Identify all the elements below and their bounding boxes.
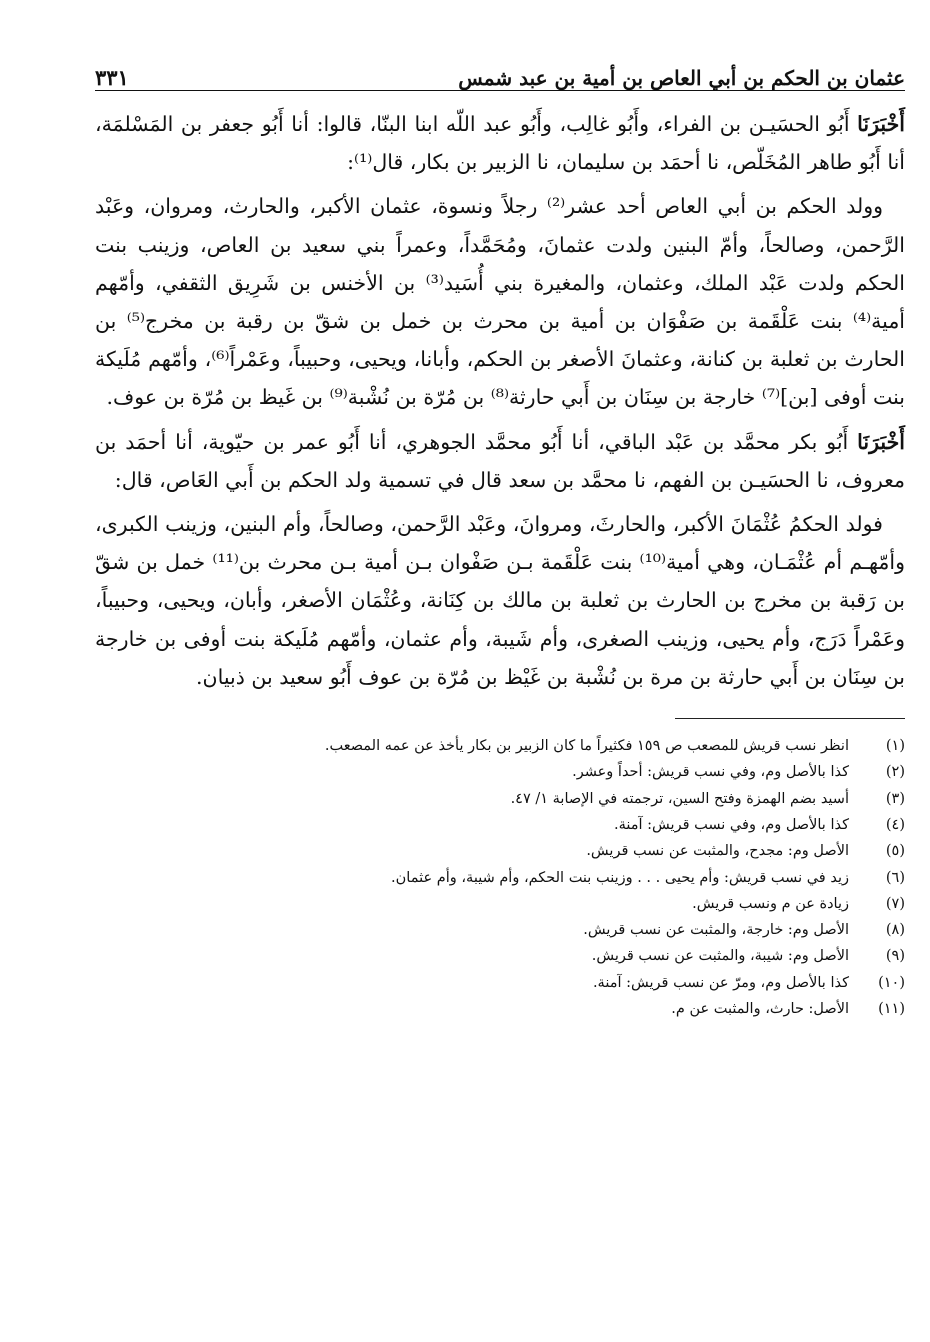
book-page xyxy=(95,52,905,1022)
footnote-number: (٤) xyxy=(885,816,905,833)
footnote-number: (٧) xyxy=(885,895,905,912)
paragraph xyxy=(95,105,905,181)
footnote xyxy=(95,733,905,759)
footnote xyxy=(95,812,905,838)
footnote xyxy=(95,996,905,1022)
page-number: ٣٣١ xyxy=(95,65,129,90)
footnote-text: الأصل وم: خارجة، والمثبت عن نسب قريش. xyxy=(583,922,849,939)
footnote-text: الأصل: حارث، والمثبت عن م. xyxy=(671,1001,849,1018)
footnote-text: زيد في نسب قريش: وأم يحيى . . . وزينب بنت الحكم، وأم شيبة، وأم عثمان. xyxy=(391,869,849,886)
footnote-number: (١) xyxy=(885,738,905,755)
paragraph-text: أَبُو بكر محمَّد بن عَبْد الباقي، أنا أَبُو محمَّد الجوهري، أنا أَبُو عمر بن حيّوية، أنا أحمَد بن معروف، نا الحسَيـن بن الفهم، نا محمَّد بن سعد قال في تسمية ولد الحكم بن أَبي العَاص، قال: xyxy=(95,429,905,492)
footnotes xyxy=(95,733,905,1022)
footnote-text: زيادة عن م ونسب قريش. xyxy=(692,895,849,912)
footnote-text: كذا بالأصل وم، وفي نسب قريش: آمنة. xyxy=(614,816,849,833)
footnote xyxy=(95,838,905,864)
footnote-text: انظر نسب قريش للمصعب ص ١٥٩ فكثيراً ما كان الزبير بن بكار يأخذ عن عمه المصعب. xyxy=(324,738,849,755)
paragraph xyxy=(95,505,905,696)
footnote-number: (٢) xyxy=(885,764,905,781)
footnote-number: (٨) xyxy=(885,922,905,939)
footnote xyxy=(95,970,905,996)
footnote-text: كذا بالأصل وم، وفي نسب قريش: أحداً وعشر. xyxy=(572,764,849,781)
paragraph-lead: أَخْبَرَنَا xyxy=(857,112,905,136)
footnote xyxy=(95,891,905,917)
footnote-text: أسيد بضم الهمزة وفتح السين، ترجمته في الإصابة ١/ ٤٧. xyxy=(510,790,849,807)
footnote-text: الأصل وم: مجدح، والمثبت عن نسب قريش. xyxy=(586,843,849,860)
paragraph xyxy=(95,187,905,416)
footnote-number: (١٠) xyxy=(878,974,905,991)
paragraph xyxy=(95,423,905,499)
footnote-number: (٥) xyxy=(885,843,905,860)
chapter-title: عثمان بن الحكم بن أبي العاص بن أمية بن عبد شمس xyxy=(458,66,905,90)
footnote-separator xyxy=(675,718,905,719)
running-header xyxy=(95,52,905,91)
main-text xyxy=(95,105,905,696)
footnote-number: (٦) xyxy=(885,869,905,886)
footnote xyxy=(95,786,905,812)
footnote xyxy=(95,759,905,785)
footnote xyxy=(95,917,905,943)
footnote-number: (٩) xyxy=(885,948,905,965)
footnote xyxy=(95,865,905,891)
footnote-text: الأصل وم: شيبة، والمثبت عن نسب قريش. xyxy=(591,948,849,965)
footnote-number: (١١) xyxy=(878,1001,905,1018)
footnote xyxy=(95,943,905,969)
paragraph-text: فولد الحكمُ عُثْمَانَ الأكبر، والحارثَ، ومروانَ، وعَبْد الرَّحمن، وصالحاً، وأم البنين، وزينب الكبرى، وأمّهـم أم عُثْمَـان، وهي أمية⁽¹⁰⁾ بنت عَلْقَمة بـن صَفْوان بـن أمية بـن محرث بن⁽¹¹⁾ خمل بن شقّ بن رَقبة بن مخرج بن الحارث بن ثعلبة بن مالك بن كِنَانة، وعُثْمَان الأصغر، وأبان، ويحيى، وحبيباً، وعَمْراً دَرَج، وأم يحيى، وزينب الصغرى، وأم شَيبة، وأم عثمان، وأمّهم مُلَيكة بنت أوفى بن خارجة بن سِنَان بن أَبي حارثة بن مرة بن نُشْبة بن غَيْظ بن مُرّة بن عوف أَبُو سعيد بن ذبيان. xyxy=(95,512,906,689)
footnote-text: كذا بالأصل وم، ومرّ عن نسب قريش: آمنة. xyxy=(592,974,849,991)
paragraph-text: وولد الحكم بن أبي العاص أحد عشر⁽²⁾ رجلاً ونسوة، عثمان الأكبر، والحارث، ومروان، وعَبْد الرَّحمن، وصالحاً، وأمّ البنين ولدت عثمانَ، ومُحَمَّداً، وعمراً بني سعيد بن العاص، وزينب بنت الحكم ولدت عَبْد الملك، وعثمان، والمغيرة بني أُسَيد⁽³⁾ بن الأخنس بن شَرِيق الثقفي، وأمّهم أمية⁽⁴⁾ بنت عَلْقَمة بن صَفْوَان بن أمية بن محرث بن خمل بن شقّ بن رقبة بن مخرج⁽⁵⁾ بن الحارث بن ثعلبة بن كنانة، وعثمانَ الأصغر بن الحكم، وأبانا، ويحيى، وحبيباً، وعَمْراً⁽⁶⁾، وأمّهم مُلَيكة بنت أوفى [بن]⁽⁷⁾ خارجة بن سِنَان بن أَبي حارثة⁽⁸⁾ بن مُرّة بن نُشْبة⁽⁹⁾ بن غَيظ بن مُرّة بن عوف. xyxy=(95,194,905,410)
paragraph-text: أَبُو الحسَيـن بن الفراء، وأَبُو غالِب، وأَبُو عبد اللّه ابنا البنّا، قالوا: أنا أَبُو جعفر بن المَسْلمَة، أنا أَبُو طاهر المُخَلّص، نا أحمَد بن سليمان، نا الزبير بن بكار، قال⁽¹⁾: xyxy=(95,112,905,175)
paragraph-lead: أَخْبَرَنَا xyxy=(857,429,905,454)
footnote-number: (٣) xyxy=(885,790,905,807)
